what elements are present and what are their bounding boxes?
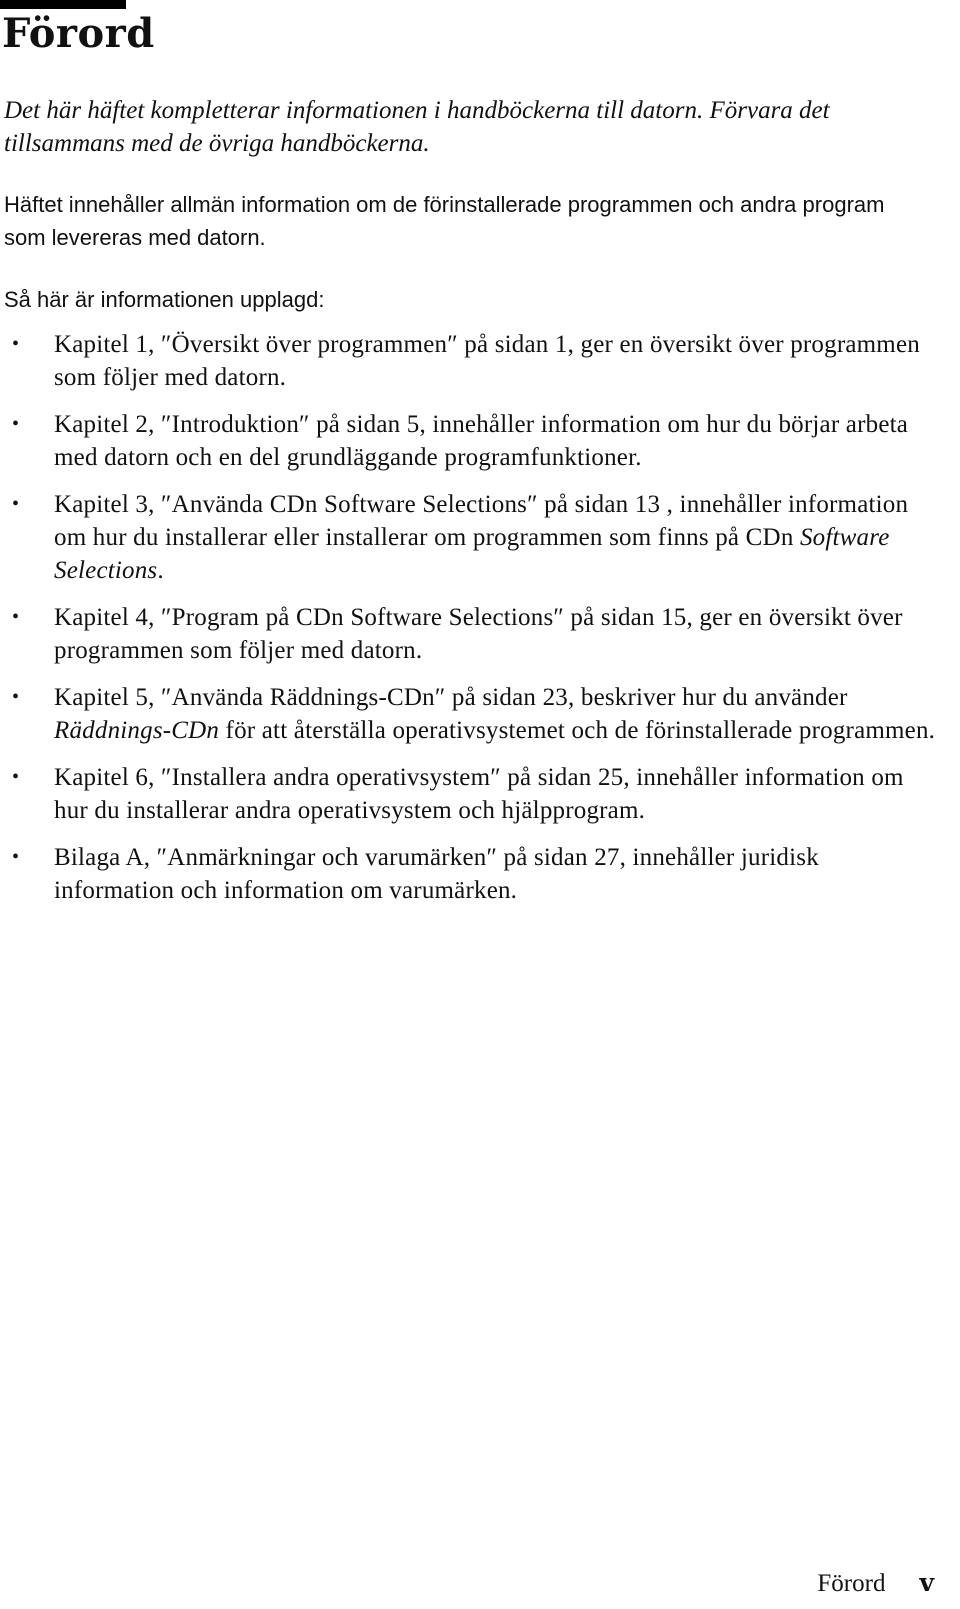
chapter-item-text: Kapitel 6, ″Installera andra operativsystem″ på sidan 25, innehåller information om hur du installerar andra operativsystem och hjälpprogram. <box>54 764 904 824</box>
chapter-item-2 <box>0 408 940 474</box>
bullet-icon: • <box>12 686 20 708</box>
page-title: Förord <box>2 10 155 57</box>
chapter-item-4 <box>0 601 940 667</box>
chapter-item-emphasis: Software Selections <box>54 524 890 584</box>
chapter-list <box>0 328 940 921</box>
chapter-item-text: Kapitel 4, ″Program på CDn Software Selections″ på sidan 15, ger en översikt över programmen som följer med datorn. <box>54 604 903 664</box>
chapter-item-1 <box>0 328 940 394</box>
bullet-icon: • <box>12 606 20 628</box>
chapter-item-text: Kapitel 2, ″Introduktion″ på sidan 5, innehåller information om hur du börjar arbeta med datorn och en del grundläggande programfunktioner. <box>54 411 909 471</box>
intro-paragraph: Det här häftet kompletterar informationen i handböckerna till datorn. Förvara det tillsammans med de övriga handböckerna. <box>4 97 830 157</box>
bullet-icon: • <box>12 493 20 515</box>
bullet-icon: • <box>12 766 20 788</box>
chapter-item-6 <box>0 761 940 827</box>
contents-paragraph: Häftet innehåller allmän information om de förinstallerade programmen och andra program som levereras med datorn. <box>4 192 885 250</box>
footer-page-number: v <box>919 1568 934 1597</box>
chapter-item-text: Kapitel 5, ″Använda Räddnings-CDn″ på sidan 23, beskriver hur du använder <box>54 684 848 711</box>
bullet-icon: • <box>12 413 20 435</box>
footer-section-label: Förord <box>817 1570 886 1597</box>
chapter-item-text: Kapitel 3, ″Använda CDn Software Selections″ på sidan 13 , innehåller information om hur du installerar eller installerar om programmen som finns på CDn <box>54 491 909 551</box>
bullet-icon: • <box>12 846 20 868</box>
chapter-item-emphasis: Räddnings-CDn <box>54 717 220 744</box>
chapter-item-5 <box>0 681 940 747</box>
list-lead-paragraph: Så här är informationen upplagd: <box>4 287 325 312</box>
chapter-item-7 <box>0 841 940 907</box>
chapter-item-3 <box>0 488 940 587</box>
chapter-item-text: Kapitel 1, ″Översikt över programmen″ på sidan 1, ger en översikt över programmen som följer med datorn. <box>54 331 920 391</box>
page-footer <box>817 1568 934 1599</box>
chapter-item-text: Bilaga A, ″Anmärkningar och varumärken″ på sidan 27, innehåller juridisk information och information om varumärken. <box>54 844 819 904</box>
chapter-item-text-end: . <box>157 557 164 584</box>
chapter-item-text-end: för att återställa operativsystemet och de förinstallerade programmen. <box>219 717 936 744</box>
bullet-icon: • <box>12 333 20 355</box>
